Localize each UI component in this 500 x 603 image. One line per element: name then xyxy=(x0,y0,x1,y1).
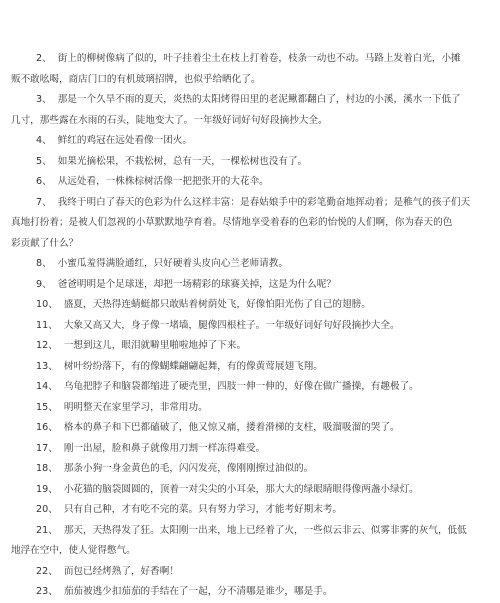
list-item xyxy=(0,172,500,193)
list-item xyxy=(0,131,500,152)
item-line-first xyxy=(0,193,490,214)
item-text: 街上的柳树像病了似的，叶子挂着尘土在枝上打着卷，枝条一动也不动。马路上发着白光，小摊 xyxy=(57,53,461,64)
list-item xyxy=(0,193,500,255)
item-text: 几寸，那些露在水雨的石头，陡地变大了。一年级好词好句好段摘抄大全。 xyxy=(11,114,328,126)
item-line-first xyxy=(0,418,490,439)
list-item xyxy=(0,582,500,603)
item-text: 如果光摘松果，不栽松树，总有一天，一棵松树也没有了。 xyxy=(57,155,308,167)
item-number: 9、 xyxy=(36,278,52,290)
item-line-continued xyxy=(0,213,490,234)
list-item xyxy=(0,90,500,131)
list-item xyxy=(0,275,500,296)
list-item xyxy=(0,500,500,521)
item-text: 地浮在空中，使人觉得憋气。 xyxy=(11,545,136,556)
list-item xyxy=(0,357,500,378)
item-text: 盛夏，天热得连蜻蜓都只敢贴着树荫处飞，好像怕阳光伤了自己的翅膀。 xyxy=(63,299,371,310)
list-item xyxy=(0,254,500,275)
item-line-first xyxy=(0,357,490,378)
item-text: 鲜红的鸡冠在远处看像一团火。 xyxy=(57,135,193,146)
list-item xyxy=(0,562,500,583)
item-line-continued xyxy=(0,234,490,255)
item-number: 5、 xyxy=(36,155,52,167)
sentence-list xyxy=(0,49,500,603)
item-line-first xyxy=(0,295,490,316)
item-number: 20、 xyxy=(36,504,58,515)
item-number: 6、 xyxy=(36,176,52,187)
item-line-first xyxy=(0,459,490,480)
item-line-first xyxy=(0,152,490,173)
item-text: 爸爸明明是个足球迷，却把一场精彩的球赛关掉，这是为什么呢？ xyxy=(57,278,336,290)
item-number: 21、 xyxy=(36,524,58,536)
item-line-first xyxy=(0,254,490,275)
item-line-first xyxy=(0,275,490,296)
item-number: 2、 xyxy=(36,53,52,64)
list-item xyxy=(0,295,500,316)
list-item xyxy=(0,521,500,562)
item-text: 明明整天在家里学习，非常用功。 xyxy=(63,401,208,413)
item-text: 那条小狗一身金黄色的毛，闪闪发亮，像刚刚擦过油似的。 xyxy=(63,463,314,474)
item-text: 只有自己种，才有吃不完的菜。只有努力学习，才能考好期末考。 xyxy=(63,504,343,515)
item-number: 12、 xyxy=(36,340,58,351)
item-line-first xyxy=(0,316,490,337)
list-item xyxy=(0,316,500,337)
item-text: 一想到这儿，眼泪就噼里啪啦地掉了下来。 xyxy=(63,340,247,351)
item-line-continued xyxy=(0,111,490,132)
item-number: 22、 xyxy=(36,565,58,577)
list-item xyxy=(0,398,500,419)
item-text: 贩不敢吆喝，商店门口的有机玻璃招牌，也似乎给晒化了。 xyxy=(11,73,261,85)
item-number: 4、 xyxy=(36,135,52,146)
list-item xyxy=(0,459,500,480)
item-line-first xyxy=(0,398,490,419)
item-line-first xyxy=(0,336,490,357)
item-text: 真地打扮着；是被人们忽视的小草默默地孕育着。尽情地享受着春的色彩的怡悦的人们啊，你为春天的色 xyxy=(11,217,453,228)
item-text: 乌龟把脖子和脑袋都缩进了硬壳里，四肢一伸一伸的，好像在做广播操，有趣极了。 xyxy=(63,381,419,392)
item-line-first xyxy=(0,582,490,603)
item-number: 17、 xyxy=(36,442,58,454)
item-line-first xyxy=(0,562,490,583)
item-text: 树叶纷纷落下，有的像蝴蝶翩翩起舞，有的像黄莺展翅飞翔。 xyxy=(63,360,323,372)
item-text: 彩贡献了什么？ xyxy=(11,237,79,249)
item-line-first xyxy=(0,172,490,193)
item-text: 茄茄被逃少扣茄茄的手结在了一起，分不清哪是谁少，哪是手。 xyxy=(63,586,333,597)
item-number: 18、 xyxy=(36,463,58,474)
item-text: 那天，天热得发了狂。太阳刚一出来，地上已经着了火，一些似云非云、似雾非雾的灰气，低低 xyxy=(63,524,467,536)
item-line-continued xyxy=(0,541,490,562)
item-text: 小花猫的脑袋圆圆的，顶着一对尖尖的小耳朵，那大大的绿眼睛眼得像两盏小绿灯。 xyxy=(63,483,419,495)
item-number: 19、 xyxy=(36,483,58,495)
item-number: 7、 xyxy=(36,196,52,208)
item-number: 11、 xyxy=(36,319,58,331)
item-number: 3、 xyxy=(36,94,52,105)
list-item xyxy=(0,439,500,460)
list-item xyxy=(0,480,500,501)
item-number: 8、 xyxy=(36,258,52,269)
item-line-first xyxy=(0,377,490,398)
item-line-first xyxy=(0,131,490,152)
item-line-first xyxy=(0,521,490,542)
item-text: 那是一个久旱不雨的夏天，炎热的太阳烤得田里的老泥鳅都翻白了，村边的小溪，溪水一下低了 xyxy=(57,94,461,105)
item-line-first xyxy=(0,90,490,111)
item-text: 小蜜瓜羞得满脸通红，只好硬着头皮向心兰老师请教。 xyxy=(57,258,288,269)
item-line-continued xyxy=(0,70,490,91)
item-text: 而包已经烤熟了，好香啊！ xyxy=(63,565,179,577)
list-item xyxy=(0,377,500,398)
item-line-first xyxy=(0,500,490,521)
item-number: 15、 xyxy=(36,401,58,413)
item-line-first xyxy=(0,480,490,501)
list-item xyxy=(0,152,500,173)
item-line-first xyxy=(0,49,490,70)
item-number: 16、 xyxy=(36,422,58,433)
item-number: 13、 xyxy=(36,360,58,372)
item-text: 我终于明白了春天的色彩为什么这样丰富：是春姑娘手中的彩笔勤奋地挥动着；是稚气的孩子们天 xyxy=(57,196,471,208)
item-text: 大象又高又大，身子像一堵墙，腿像四根柱子。一年级好词好句好段摘抄大全。 xyxy=(63,319,400,331)
item-number: 14、 xyxy=(36,381,58,392)
list-item xyxy=(0,49,500,90)
list-item xyxy=(0,336,500,357)
item-number: 23、 xyxy=(36,586,58,597)
item-number: 10、 xyxy=(36,299,58,310)
item-text: 刚一出屋，脸和鼻子就像用刀割一样冻得难受。 xyxy=(63,442,266,454)
item-text: 从远处看，一株株棕树活像一把把张开的大花伞。 xyxy=(57,176,269,187)
list-item xyxy=(0,418,500,439)
item-line-first xyxy=(0,439,490,460)
item-text: 格本的鼻子和下巴都磕破了，他又惊又痛，搂着滑梯的支柱，吸溜吸溜的哭了。 xyxy=(63,422,400,433)
